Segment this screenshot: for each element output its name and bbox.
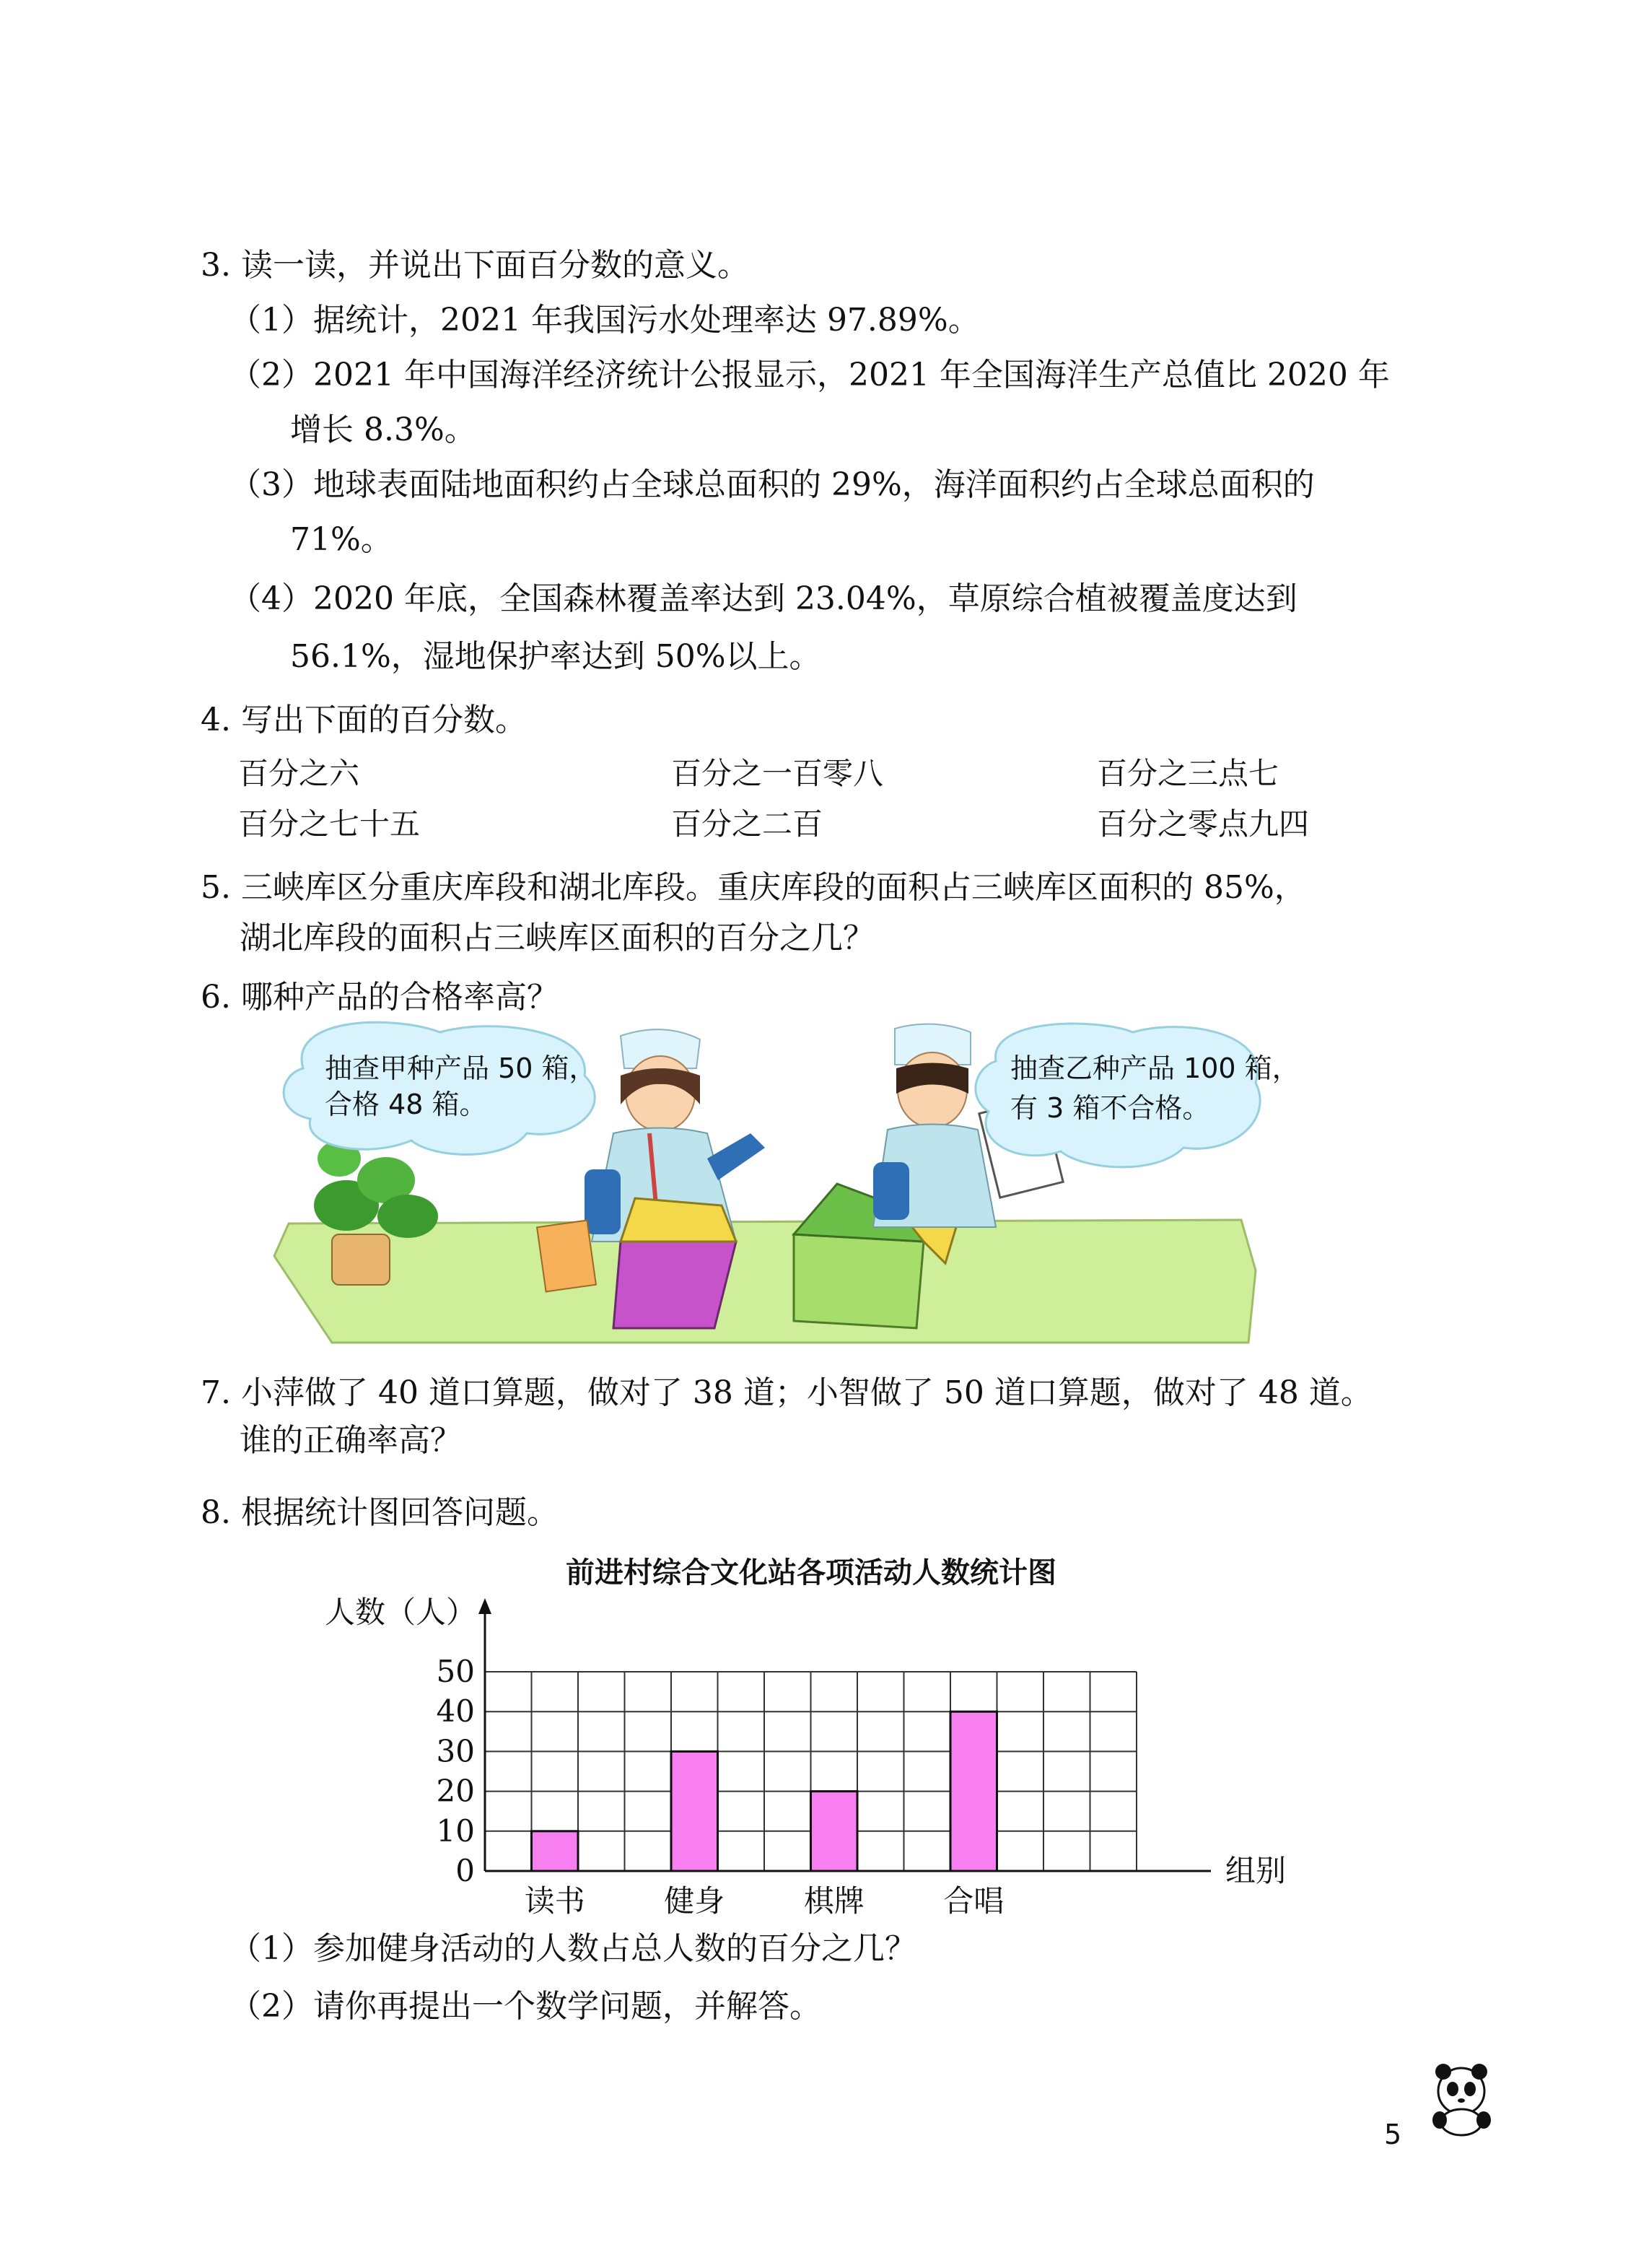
bar-3	[811, 1792, 858, 1871]
q3-item-2-cont: 增长 8.3%。	[290, 411, 476, 448]
speech-bubble-right	[976, 1024, 1300, 1167]
q4-item: 百分之零点九四	[1097, 806, 1310, 842]
q8-question-1: （1）参加健身活动的人数占总人数的百分之几？	[229, 1930, 916, 1967]
q6-illustration	[274, 1025, 1300, 1357]
y-tick-label: 50	[436, 1654, 475, 1689]
y-tick-label: 10	[436, 1813, 475, 1849]
x-category-label: 健身	[664, 1883, 725, 1919]
q5-line-2: 湖北库段的面积占三峡库区面积的百分之几？	[240, 920, 875, 956]
bar-2	[671, 1751, 718, 1871]
bar-1	[532, 1831, 579, 1871]
q5-line-1: 5. 三峡库区分重庆库段和湖北库段。重庆库段的面积占三峡库区面积的 85%，	[201, 869, 1306, 906]
q4-item: 百分之二百	[671, 806, 823, 842]
y-tick-label: 40	[436, 1693, 475, 1730]
bubble-right-line-2: 有 3 箱不合格。	[1010, 1092, 1210, 1124]
bar-chart	[303, 1545, 1313, 1920]
x-category-label: 合唱	[943, 1883, 1005, 1919]
q4-item: 百分之三点七	[1097, 756, 1279, 791]
y-tick-label: 20	[436, 1773, 475, 1809]
q4-item: 百分之一百零八	[671, 756, 884, 791]
x-category-label: 棋牌	[803, 1883, 865, 1919]
page-number: 5	[1384, 2119, 1402, 2150]
q4-title: 4. 写出下面的百分数。	[201, 702, 527, 738]
q6-title: 6. 哪种产品的合格率高？	[201, 979, 559, 1016]
y-tick-label: 0	[455, 1853, 475, 1888]
panda-icon	[1422, 2059, 1501, 2138]
bubble-left-line-2: 合格 48 箱。	[325, 1089, 487, 1120]
q3-item-4-cont: 56.1%，湿地保护率达到 50%以上。	[290, 638, 821, 675]
chart-y-ticks	[437, 1654, 475, 1888]
q7-line-1: 7. 小萍做了 40 道口算题，做对了 38 道；小智做了 50 道口算题，做对了 48 道。	[201, 1374, 1373, 1411]
y-tick-label: 30	[436, 1733, 475, 1769]
q4-item: 百分之六	[238, 756, 360, 791]
q3-item-1: （1）据统计，2021 年我国污水处理率达 97.89%。	[229, 302, 980, 339]
chart-x-categories	[525, 1883, 1005, 1919]
y-axis-arrow	[478, 1598, 491, 1614]
q3-item-3-cont: 71%。	[290, 521, 393, 558]
q3-item-2: （2）2021 年中国海洋经济统计公报显示，2021 年全国海洋生产总值比 2020 年	[229, 357, 1390, 393]
y-axis-label: 人数（人）	[325, 1595, 477, 1630]
q3-item-3: （3）地球表面陆地面积约占全球总面积的 29%，海洋面积约占全球总面积的	[229, 466, 1315, 503]
q8-question-2: （2）请你再提出一个数学问题，并解答。	[229, 1988, 821, 2025]
q3-title: 3. 读一读，并说出下面百分数的意义。	[201, 247, 749, 284]
x-axis-label: 组别	[1225, 1853, 1287, 1888]
table	[274, 1220, 1256, 1343]
bar-4	[950, 1711, 997, 1871]
q4-item: 百分之七十五	[238, 806, 421, 842]
bubble-left-line-1: 抽查甲种产品 50 箱，	[325, 1052, 597, 1084]
q8-title: 8. 根据统计图回答问题。	[201, 1494, 559, 1531]
bubble-right-line-1: 抽查乙种产品 100 箱，	[1010, 1052, 1300, 1084]
q3-item-4: （4）2020 年底，全国森林覆盖率达到 23.04%，草原综合植被覆盖度达到	[229, 580, 1297, 617]
speech-bubble-left	[284, 1022, 596, 1154]
q7-line-2: 谁的正确率高？	[240, 1422, 462, 1459]
x-category-label: 读书	[524, 1883, 585, 1919]
chart-title: 前进村综合文化站各项活动人数统计图	[566, 1556, 1056, 1589]
